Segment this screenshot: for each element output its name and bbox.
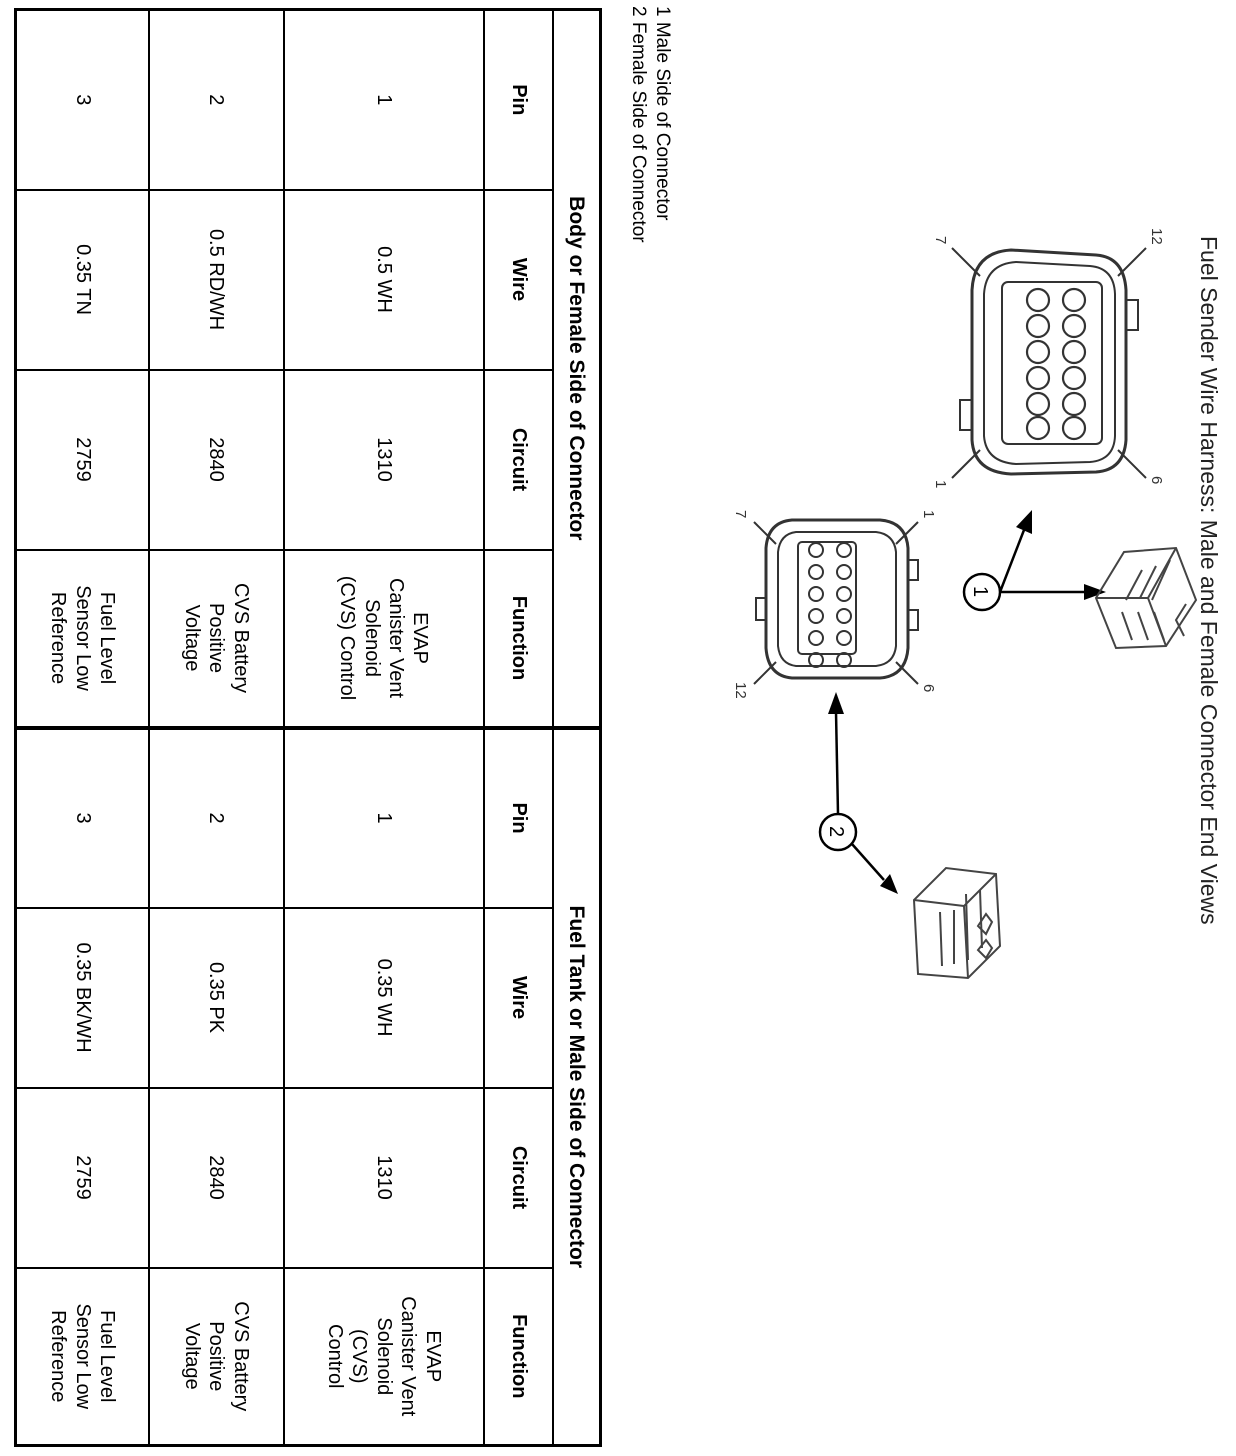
legend-item (651, 6, 673, 220)
cell-wire: 0.35 TN (16, 190, 149, 370)
callout-2-number: 2 (825, 826, 847, 838)
table-row (284, 10, 484, 1446)
cell-pin: 1 (284, 728, 484, 908)
page-title: Fuel Sender Wire Harness: Male and Female Connector End Views (1196, 236, 1222, 925)
callout-1-number: 1 (969, 586, 991, 598)
column-header-pin: Pin (484, 10, 553, 190)
cell-function: EVAP Canister Vent Solenoid (CVS) Control (284, 1268, 484, 1446)
cell-circuit: 2840 (149, 1088, 284, 1268)
cell-pin: 2 (149, 10, 284, 190)
cell-circuit: 2759 (16, 1088, 149, 1268)
column-header-pin: Pin (484, 728, 553, 908)
cell-pin: 3 (16, 10, 149, 190)
cell-function: EVAP Canister Vent Solenoid (CVS) Control (284, 550, 484, 728)
callout-2 (820, 692, 898, 894)
cell-pin: 1 (284, 10, 484, 190)
connector-2-pin-label: 6 (920, 684, 937, 693)
column-header-wire: Wire (484, 190, 553, 370)
legend-number: 1 (652, 6, 673, 17)
cell-function: Fuel Level Sensor Low Reference (16, 550, 149, 728)
legend-text: Female Side of Connector (628, 21, 649, 243)
cell-function: CVS Battery Positive Voltage (149, 1268, 284, 1446)
table-row (149, 10, 284, 1446)
table-row (16, 10, 149, 1446)
cell-wire: 0.5 RD/WH (149, 190, 284, 370)
cell-circuit: 2840 (149, 370, 284, 550)
column-header-function: Function (484, 1268, 553, 1446)
cell-circuit: 1310 (284, 1088, 484, 1268)
group-header-male: Fuel Tank or Male Side of Connector (553, 728, 600, 1446)
connector-1-pin-label: 12 (1148, 228, 1165, 245)
connector-1-pin-label: 1 (932, 480, 949, 489)
connector-1-3d (1096, 548, 1196, 648)
connector-1-pin-label: 6 (1148, 476, 1165, 485)
connector-2-pin-label: 7 (732, 510, 749, 519)
connector-2-face (754, 520, 918, 684)
cell-wire: 0.5 WH (284, 190, 484, 370)
connector-2-pin-label: 12 (732, 682, 749, 699)
connector-2-pin-label: 1 (920, 510, 937, 519)
legend-text: Male Side of Connector (652, 21, 673, 221)
cell-pin: 3 (16, 728, 149, 908)
legend-item (627, 6, 649, 243)
column-header-function: Function (484, 550, 553, 728)
connector-1-pin-label: 7 (932, 236, 949, 245)
column-header-circuit: Circuit (484, 370, 553, 550)
cell-circuit: 2759 (16, 370, 149, 550)
cell-wire: 0.35 PK (149, 908, 284, 1088)
column-header-circuit: Circuit (484, 1088, 553, 1268)
connector-1-face (952, 248, 1146, 478)
cell-wire: 0.35 WH (284, 908, 484, 1088)
group-header-female: Body or Female Side of Connector (553, 10, 600, 728)
connector-2-3d (914, 868, 1000, 978)
cell-wire: 0.35 BK/WH (16, 908, 149, 1088)
cell-pin: 2 (149, 728, 284, 908)
column-header-wire: Wire (484, 908, 553, 1088)
pinout-table (14, 8, 602, 1447)
legend-number: 2 (628, 6, 649, 17)
cell-function: Fuel Level Sensor Low Reference (16, 1268, 149, 1446)
connector-end-views-illustration (676, 0, 1236, 1456)
cell-circuit: 1310 (284, 370, 484, 550)
cell-function: CVS Battery Positive Voltage (149, 550, 284, 728)
